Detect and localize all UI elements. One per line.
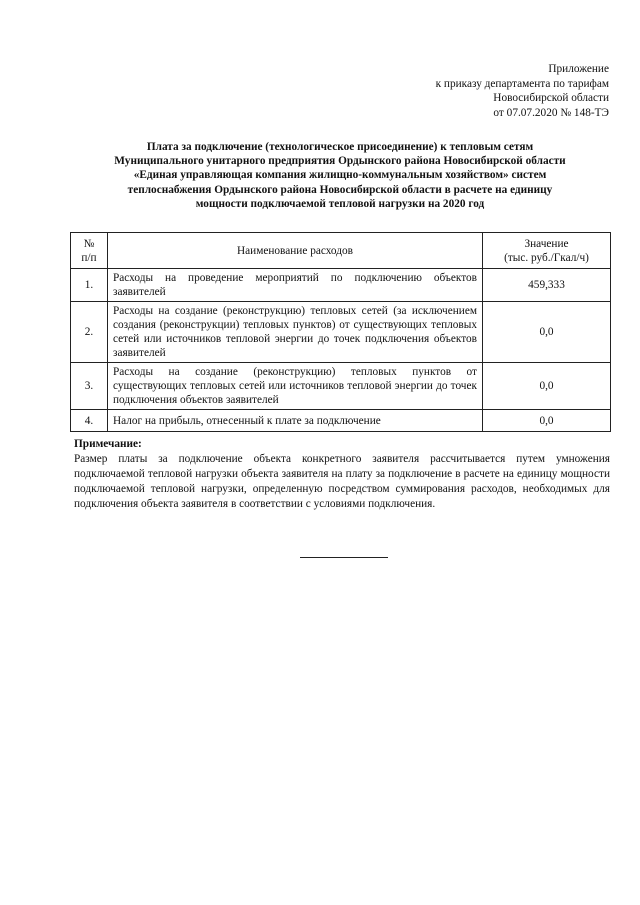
expenses-table [70,232,611,432]
title-line: «Единая управляющая компания жилищно-коммунальным хозяйством» систем [133,169,547,182]
appendix-line: Приложение [548,63,609,75]
note-title: Примечание: [74,438,142,450]
order-reference-line: к приказу департамента по тарифам [435,77,609,90]
title-line: теплоснабжения Ордынского района Новосибирской области в расчете на единицу [127,183,553,196]
number-header-line2: п/п [81,251,97,264]
row-number: 3. [71,363,108,410]
order-date-line: от 07.07.2020 № 148-ТЭ [493,106,609,119]
note-text: Размер платы за подключение объекта конкретного заявителя рассчитывается путем умножения подключаемой тепловой нагрузки объекта заявителя на плату за подключение в расчете на единицу мощности подключаемой тепловой нагрузки, определенную посредством суммирования расходов, необходимых для подключения объекта заявителя в соответствии с условиями подключения. [74,453,610,510]
value-header-line1: Значение [524,237,569,250]
expense-name-column-header: Наименование расходов [108,233,483,269]
row-number: 1. [71,269,108,302]
expense-value: 0,0 [483,410,611,432]
value-column-header [483,233,611,269]
title-line: Муниципального унитарного предприятия Ордынского района Новосибирской области [114,155,566,168]
number-header-line1: № [83,237,95,250]
appendix-header [309,62,609,120]
expense-name: Расходы на создание (реконструкцию) тепловых пунктов от существующих тепловых сетей или источников тепловой энергии до точек подключения объектов заявителей [108,363,483,410]
table-header-row [71,233,611,269]
value-header-line2: (тыс. руб./Гкал/ч) [504,251,589,264]
document-title [70,140,610,211]
end-rule-divider [300,557,388,558]
title-line: мощности подключаемой тепловой нагрузки на 2020 год [195,197,485,210]
number-column-header [71,233,108,269]
row-number: 4. [71,410,108,432]
title-line: Плата за подключение (технологическое присоединение) к тепловым сетям [146,141,534,153]
expense-name: Налог на прибыль, отнесенный к плате за подключение [108,410,483,432]
table-row [71,302,611,363]
note-section [74,437,610,512]
expense-name: Расходы на создание (реконструкцию) тепловых сетей (за исключением создания (реконструкции) тепловых пунктов) от существующих тепловых сетей или источников тепловой энергии до точек подключения объектов заявителей [108,302,483,363]
row-number: 2. [71,302,108,363]
expense-value: 459,333 [483,269,611,302]
expense-value: 0,0 [483,363,611,410]
table-row [71,269,611,302]
expense-value: 0,0 [483,302,611,363]
table-row [71,410,611,432]
expense-name: Расходы на проведение мероприятий по подключению объектов заявителей [108,269,483,302]
region-line: Новосибирской области [493,92,609,104]
table-row [71,363,611,410]
